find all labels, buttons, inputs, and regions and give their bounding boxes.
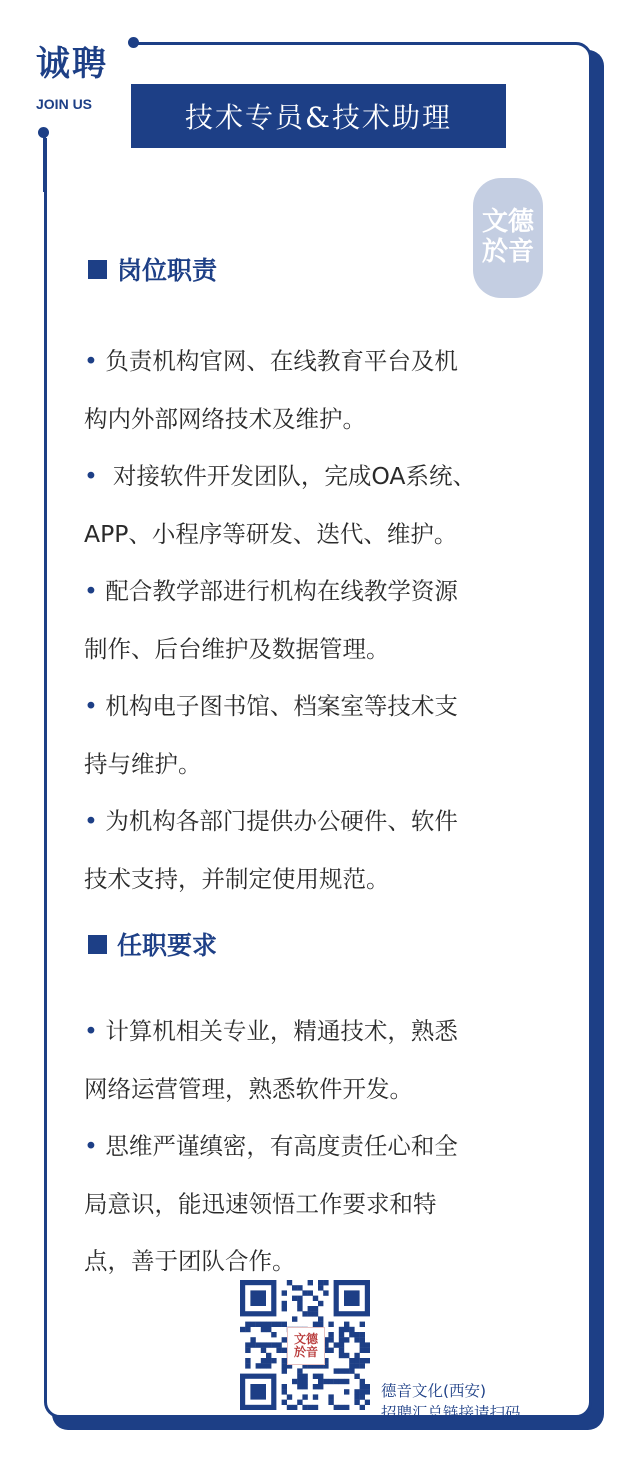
qr-module [276,1342,281,1347]
qr-module [339,1379,344,1384]
qr-module [271,1358,276,1363]
frame-top-dot [128,37,139,48]
bullet-icon: • [84,1132,98,1160]
qr-module [266,1363,271,1368]
qr-module [282,1306,287,1311]
qr-module [339,1405,344,1410]
list-item-text: 思维严谨缜密，有高度责任心和全 [97,1132,458,1160]
bullet-icon: • [84,807,98,835]
qr-module [250,1337,255,1342]
qr-module [297,1400,302,1405]
qr-module [308,1280,313,1285]
qr-module [256,1342,261,1347]
list-item-text: 点，善于团队合作。 [84,1247,296,1275]
list-item [84,621,584,679]
qr-module [292,1405,297,1410]
qr-module [297,1384,302,1389]
qr-module [344,1389,349,1394]
qr-module [313,1405,318,1410]
list-item [84,793,584,851]
qr-module [276,1322,281,1327]
qr-module [245,1348,250,1353]
qr-center-logo [287,1327,325,1365]
responsibilities-heading [88,251,217,287]
qr-module [334,1368,339,1373]
qr-module [302,1374,307,1379]
qr-module [276,1348,281,1353]
qr-module [354,1358,359,1363]
qr-module [334,1379,339,1384]
qr-code[interactable] [240,1280,370,1410]
qr-module [282,1301,287,1306]
qr-module [354,1363,359,1368]
qr-module [245,1342,250,1347]
qr-module [297,1379,302,1384]
qr-module [318,1374,323,1379]
requirements-heading [88,926,217,962]
qr-module [245,1322,250,1327]
qr-module [308,1311,313,1316]
title-english: JOIN US [36,96,93,112]
qr-module [360,1322,365,1327]
qr-module [344,1353,349,1358]
qr-module [282,1400,287,1405]
frame-left-connector [43,132,46,192]
qr-module [349,1358,354,1363]
qr-module [245,1358,250,1363]
list-item [84,563,584,621]
qr-module [339,1353,344,1358]
bullet-icon: • [84,577,98,605]
qr-module [302,1290,307,1295]
qr-module [318,1301,323,1306]
qr-module [349,1368,354,1373]
qr-module [282,1389,287,1394]
qr-module [349,1327,354,1332]
qr-module [245,1327,250,1332]
bullet-icon: • [84,1017,98,1045]
responsibilities-list [84,333,584,908]
qr-module [365,1400,370,1405]
qr-module [328,1337,333,1342]
qr-module [323,1280,328,1285]
qr-module [339,1368,344,1373]
qr-module [292,1316,297,1321]
list-item-text: 构内外部网络技术及维护。 [84,404,366,433]
qr-module [282,1290,287,1295]
qr-module [261,1342,266,1347]
qr-module [282,1384,287,1389]
qr-module [266,1358,271,1363]
qr-module [344,1379,349,1384]
qr-module [287,1280,292,1285]
list-item-text: 计算机相关专业，精通技术，熟悉 [97,1017,458,1045]
qr-module [339,1337,344,1342]
list-item [84,1003,584,1061]
qr-module [334,1342,339,1347]
qr-module [313,1394,318,1399]
qr-module [292,1379,297,1384]
brand-seal-logo [473,178,543,298]
qr-module [339,1348,344,1353]
qr-module [360,1389,365,1394]
qr-module [308,1306,313,1311]
qr-module [266,1342,271,1347]
requirements-list [84,1003,584,1291]
qr-module [323,1379,328,1384]
qr-module [271,1322,276,1327]
qr-module [339,1342,344,1347]
qr-module [297,1368,302,1373]
qr-module [297,1374,302,1379]
list-item-text: 对接软件开发团队，完成OA系统、 [97,462,476,490]
qr-module [308,1405,313,1410]
qr-module [256,1363,261,1368]
qr-module [271,1342,276,1347]
bullet-icon: • [84,462,98,490]
qr-module [302,1384,307,1389]
position-title-banner: 技术专员&技术助理 [131,84,506,148]
requirements-heading-label: 任职要求 [117,931,218,960]
qr-module [365,1348,370,1353]
qr-module [360,1337,365,1342]
qr-module [344,1368,349,1373]
list-item [84,506,584,564]
qr-module [360,1342,365,1347]
qr-module [360,1363,365,1368]
qr-module [328,1400,333,1405]
qr-finder-core [250,1384,266,1400]
qr-finder-core [344,1290,360,1306]
qr-module [302,1311,307,1316]
qr-module [354,1353,359,1358]
qr-logo-line-2: 於音 [293,1345,318,1359]
qr-module [240,1327,245,1332]
qr-caption-line-2: 招聘汇总链接请扫码 [381,1404,521,1422]
qr-module [292,1285,297,1290]
qr-module [349,1363,354,1368]
qr-module [313,1306,318,1311]
qr-module [318,1285,323,1290]
qr-module [282,1368,287,1373]
list-item-text: 制作、后台维护及数据管理。 [84,634,390,663]
qr-module [365,1389,370,1394]
qr-module [256,1322,261,1327]
qr-module [313,1311,318,1316]
qr-module [323,1290,328,1295]
qr-module [287,1394,292,1399]
qr-module [266,1322,271,1327]
qr-module [328,1332,333,1337]
qr-module [354,1389,359,1394]
qr-module [334,1405,339,1410]
qr-module [313,1384,318,1389]
qr-module [261,1327,266,1332]
qr-module [365,1342,370,1347]
qr-module [250,1322,255,1327]
qr-module [266,1353,271,1358]
qr-module [261,1363,266,1368]
qr-module [344,1327,349,1332]
list-item-text: APP、小程序等研发、迭代、维护。 [84,519,458,548]
qr-module [344,1322,349,1327]
title-chinese: 诚聘 [36,44,108,84]
qr-module [302,1394,307,1399]
list-item [84,1118,584,1176]
qr-module [266,1327,271,1332]
qr-module [318,1379,323,1384]
qr-module [360,1384,365,1389]
list-item-text: 为机构各部门提供办公硬件、软件 [97,807,458,835]
qr-module [318,1384,323,1389]
qr-module [297,1301,302,1306]
list-item-text: 技术支持，并制定使用规范。 [84,864,390,893]
list-item [84,678,584,736]
list-item-text: 负责机构官网、在线教育平台及机 [97,347,458,375]
qr-module [360,1394,365,1399]
qr-module [360,1379,365,1384]
qr-module [365,1358,370,1363]
qr-module [328,1322,333,1327]
qr-caption-line-1: 德音文化(西安) [381,1382,487,1400]
qr-module [261,1358,266,1363]
qr-logo-line-1: 文德 [293,1332,318,1347]
square-bullet-icon [88,935,107,954]
qr-module [328,1379,333,1384]
logo-line-2: 於音 [481,237,534,267]
qr-module [365,1384,370,1389]
list-item-text: 配合教学部进行机构在线教学资源 [97,577,458,605]
qr-caption [381,1380,521,1424]
qr-module [339,1327,344,1332]
list-item [84,333,584,391]
qr-module [360,1358,365,1363]
qr-module [302,1405,307,1410]
qr-module [313,1374,318,1379]
responsibilities-heading-label: 岗位职责 [117,256,218,285]
frame-left-dot [38,127,49,138]
list-item [84,736,584,794]
list-item [84,448,584,506]
qr-module [250,1342,255,1347]
qr-module [297,1285,302,1290]
qr-module [318,1316,323,1321]
list-item [84,1176,584,1234]
bullet-icon: • [84,347,98,375]
qr-module [328,1394,333,1399]
qr-module [360,1348,365,1353]
qr-module [354,1374,359,1379]
qr-module [261,1322,266,1327]
qr-module [354,1337,359,1342]
qr-module [339,1332,344,1337]
list-item [84,851,584,909]
qr-module [354,1400,359,1405]
qr-module [360,1332,365,1337]
bullet-icon: • [84,692,98,720]
qr-module [292,1296,297,1301]
logo-line-1: 文德 [481,207,534,238]
qr-module [360,1405,365,1410]
list-item-text: 持与维护。 [84,749,202,778]
qr-module [287,1405,292,1410]
qr-module [308,1290,313,1295]
qr-module [297,1306,302,1311]
list-item-text: 网络运营管理，熟悉软件开发。 [84,1074,413,1103]
qr-module [271,1332,276,1337]
list-item-text: 局意识，能迅速领悟工作要求和特 [84,1189,437,1218]
qr-module [354,1332,359,1337]
list-item [84,1061,584,1119]
qr-module [318,1280,323,1285]
square-bullet-icon [88,260,107,279]
qr-module [344,1337,349,1342]
qr-module [313,1296,318,1301]
qr-module [328,1348,333,1353]
list-item-text: 机构电子图书馆、档案室等技术支 [97,692,458,720]
qr-module [245,1363,250,1368]
qr-finder-core [250,1290,266,1306]
qr-module [261,1348,266,1353]
qr-module [349,1332,354,1337]
qr-module [344,1405,349,1410]
qr-module [302,1379,307,1384]
list-item [84,391,584,449]
qr-module [354,1394,359,1399]
qr-module [297,1296,302,1301]
